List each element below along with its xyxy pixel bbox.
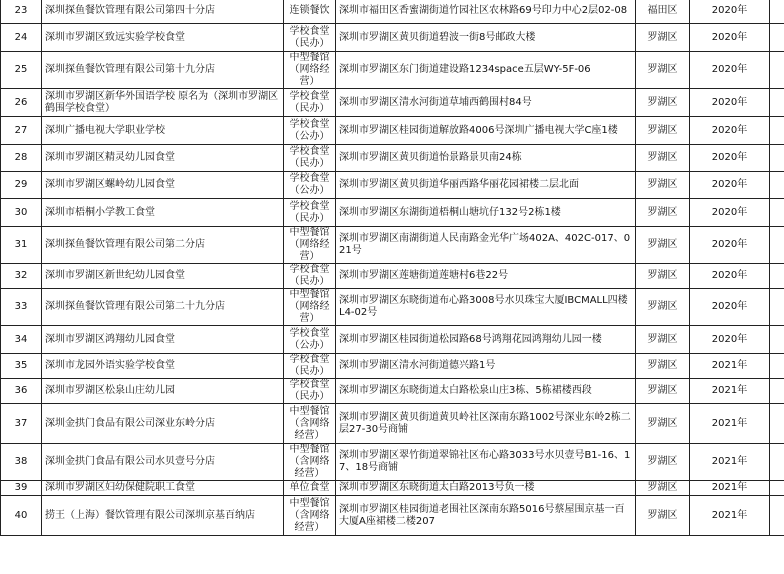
trailing-cell xyxy=(770,354,784,379)
row-number-cell: 37 xyxy=(1,404,42,444)
district-cell: 罗湖区 xyxy=(636,289,690,326)
year-cell: 2021年 xyxy=(690,496,770,536)
address-cell: 深圳市罗湖区黄贝街道怡景路景贝南24栋 xyxy=(336,145,636,172)
trailing-cell xyxy=(770,404,784,444)
district-cell: 罗湖区 xyxy=(636,354,690,379)
table-row xyxy=(1,199,784,227)
district-cell: 罗湖区 xyxy=(636,444,690,481)
address-cell: 深圳市罗湖区东晓街道布心路3008号水贝珠宝大厦IBCMALL四楼L4-02号 xyxy=(336,289,636,326)
trailing-cell xyxy=(770,227,784,264)
table-row xyxy=(1,404,784,444)
unit-name-cell: 深圳金拱门食品有限公司水贝壹号分店 xyxy=(42,444,284,481)
unit-name-cell: 深圳市罗湖区新华外国语学校 原名为（深圳市罗湖区鹤围学校食堂） xyxy=(42,89,284,117)
canteen-type-cell: 中型餐馆（含网络经营） xyxy=(284,444,336,481)
trailing-cell xyxy=(770,496,784,536)
address-cell: 深圳市罗湖区清水河街道德兴路1号 xyxy=(336,354,636,379)
row-number-cell: 30 xyxy=(1,199,42,227)
trailing-cell xyxy=(770,172,784,199)
trailing-cell xyxy=(770,481,784,496)
canteen-type-cell: 学校食堂（公办） xyxy=(284,326,336,354)
unit-name-cell: 深圳市罗湖区致远实验学校食堂 xyxy=(42,24,284,52)
table-row xyxy=(1,89,784,117)
canteen-type-cell: 连锁餐饮 xyxy=(284,0,336,24)
address-cell: 深圳市福田区香蜜湖街道竹园社区农林路69号印力中心2层02-08 xyxy=(336,0,636,24)
row-number-cell: 39 xyxy=(1,481,42,496)
district-cell: 罗湖区 xyxy=(636,264,690,289)
canteen-type-cell: 中型餐馆（网络经营） xyxy=(284,52,336,89)
trailing-cell xyxy=(770,379,784,404)
year-cell: 2021年 xyxy=(690,444,770,481)
district-cell: 罗湖区 xyxy=(636,52,690,89)
address-cell: 深圳市罗湖区南湖街道人民南路金光华广场402A、402C-017、021号 xyxy=(336,227,636,264)
canteen-type-cell: 中型餐馆（含网络经营） xyxy=(284,496,336,536)
district-cell: 福田区 xyxy=(636,0,690,24)
canteen-type-cell: 学校食堂（公办） xyxy=(284,172,336,199)
year-cell: 2020年 xyxy=(690,172,770,199)
district-cell: 罗湖区 xyxy=(636,496,690,536)
row-number-cell: 28 xyxy=(1,145,42,172)
year-cell: 2020年 xyxy=(690,289,770,326)
unit-name-cell: 深圳探鱼餐饮管理有限公司第二十九分店 xyxy=(42,289,284,326)
table-row xyxy=(1,0,784,24)
trailing-cell xyxy=(770,199,784,227)
trailing-cell xyxy=(770,89,784,117)
canteen-type-cell: 学校食堂（民办） xyxy=(284,24,336,52)
unit-name-cell: 深圳探鱼餐饮管理有限公司第四十分店 xyxy=(42,0,284,24)
unit-name-cell: 深圳市罗湖区精灵幼儿园食堂 xyxy=(42,145,284,172)
unit-name-cell: 深圳市罗湖区妇幼保健院职工食堂 xyxy=(42,481,284,496)
year-cell: 2020年 xyxy=(690,326,770,354)
trailing-cell xyxy=(770,52,784,89)
row-number-cell: 40 xyxy=(1,496,42,536)
unit-name-cell: 深圳市罗湖区松泉山庄幼儿园 xyxy=(42,379,284,404)
canteen-type-cell: 学校食堂（民办） xyxy=(284,264,336,289)
address-cell: 深圳市罗湖区东晓街道太白路2013号负一楼 xyxy=(336,481,636,496)
row-number-cell: 31 xyxy=(1,227,42,264)
canteen-type-cell: 学校食堂（公办） xyxy=(284,117,336,145)
district-cell: 罗湖区 xyxy=(636,145,690,172)
table-row xyxy=(1,444,784,481)
canteen-type-cell: 中型餐馆（网络经营） xyxy=(284,289,336,326)
year-cell: 2020年 xyxy=(690,52,770,89)
year-cell: 2021年 xyxy=(690,481,770,496)
canteen-type-cell: 学校食堂（民办） xyxy=(284,145,336,172)
address-cell: 深圳市罗湖区黄贝街道碧波一街8号邮政大楼 xyxy=(336,24,636,52)
district-cell: 罗湖区 xyxy=(636,379,690,404)
canteen-type-cell: 单位食堂 xyxy=(284,481,336,496)
district-cell: 罗湖区 xyxy=(636,326,690,354)
address-cell: 深圳市罗湖区桂园街道松园路68号鸿翔花园鸿翔幼儿园一楼 xyxy=(336,326,636,354)
year-cell: 2020年 xyxy=(690,264,770,289)
year-cell: 2020年 xyxy=(690,117,770,145)
row-number-cell: 36 xyxy=(1,379,42,404)
address-cell: 深圳市罗湖区清水河街道草埔西鹤围村84号 xyxy=(336,89,636,117)
address-cell: 深圳市罗湖区黄贝街道黄贝岭社区深南东路1002号深业东岭2栋二层27-30号商铺 xyxy=(336,404,636,444)
unit-name-cell: 深圳市梧桐小学教工食堂 xyxy=(42,199,284,227)
row-number-cell: 34 xyxy=(1,326,42,354)
table-row xyxy=(1,354,784,379)
district-cell: 罗湖区 xyxy=(636,199,690,227)
district-cell: 罗湖区 xyxy=(636,24,690,52)
trailing-cell xyxy=(770,117,784,145)
unit-name-cell: 深圳金拱门食品有限公司深业东岭分店 xyxy=(42,404,284,444)
canteen-type-cell: 学校食堂（民办） xyxy=(284,354,336,379)
unit-name-cell: 深圳市罗湖区螺岭幼儿园食堂 xyxy=(42,172,284,199)
year-cell: 2021年 xyxy=(690,354,770,379)
table-row xyxy=(1,24,784,52)
year-cell: 2020年 xyxy=(690,145,770,172)
district-cell: 罗湖区 xyxy=(636,481,690,496)
canteen-type-cell: 中型餐馆（含网络经营） xyxy=(284,404,336,444)
table-body xyxy=(1,0,784,536)
canteen-type-cell: 学校食堂（民办） xyxy=(284,379,336,404)
address-cell: 深圳市罗湖区黄贝街道华丽西路华丽花园裙楼二层北面 xyxy=(336,172,636,199)
address-cell: 深圳市罗湖区桂园街道老围社区深南东路5016号蔡屋围京基一百大厦A座裙楼二楼207 xyxy=(336,496,636,536)
table-row xyxy=(1,496,784,536)
canteen-type-cell: 学校食堂（民办） xyxy=(284,89,336,117)
unit-name-cell: 深圳探鱼餐饮管理有限公司第十九分店 xyxy=(42,52,284,89)
address-cell: 深圳市罗湖区东晓街道太白路松泉山庄3栋、5栋裙楼西段 xyxy=(336,379,636,404)
row-number-cell: 29 xyxy=(1,172,42,199)
row-number-cell: 24 xyxy=(1,24,42,52)
address-cell: 深圳市罗湖区莲塘街道莲塘村6巷22号 xyxy=(336,264,636,289)
year-cell: 2021年 xyxy=(690,404,770,444)
year-cell: 2020年 xyxy=(690,199,770,227)
table-row xyxy=(1,326,784,354)
address-cell: 深圳市罗湖区东湖街道梧桐山塘坑仔132号2栋1楼 xyxy=(336,199,636,227)
district-cell: 罗湖区 xyxy=(636,227,690,264)
unit-name-cell: 深圳市龙园外语实验学校食堂 xyxy=(42,354,284,379)
district-cell: 罗湖区 xyxy=(636,404,690,444)
trailing-cell xyxy=(770,24,784,52)
year-cell: 2020年 xyxy=(690,89,770,117)
row-number-cell: 33 xyxy=(1,289,42,326)
table-row xyxy=(1,481,784,496)
unit-name-cell: 深圳广播电视大学职业学校 xyxy=(42,117,284,145)
table-row xyxy=(1,379,784,404)
year-cell: 2020年 xyxy=(690,0,770,24)
row-number-cell: 23 xyxy=(1,0,42,24)
trailing-cell xyxy=(770,0,784,24)
row-number-cell: 32 xyxy=(1,264,42,289)
row-number-cell: 38 xyxy=(1,444,42,481)
table-row xyxy=(1,117,784,145)
table-row xyxy=(1,227,784,264)
unit-name-cell: 深圳探鱼餐饮管理有限公司第二分店 xyxy=(42,227,284,264)
address-cell: 深圳市罗湖区桂园街道解放路4006号深圳广播电视大学C座1楼 xyxy=(336,117,636,145)
trailing-cell xyxy=(770,145,784,172)
trailing-cell xyxy=(770,326,784,354)
table-row xyxy=(1,52,784,89)
trailing-cell xyxy=(770,264,784,289)
address-cell: 深圳市罗湖区翠竹街道翠锦社区布心路3033号水贝壹号B1-16、17、18号商铺 xyxy=(336,444,636,481)
year-cell: 2020年 xyxy=(690,227,770,264)
district-cell: 罗湖区 xyxy=(636,172,690,199)
row-number-cell: 27 xyxy=(1,117,42,145)
table-row xyxy=(1,172,784,199)
table-row xyxy=(1,289,784,326)
district-cell: 罗湖区 xyxy=(636,117,690,145)
year-cell: 2020年 xyxy=(690,24,770,52)
canteen-type-cell: 中型餐馆（网络经营） xyxy=(284,227,336,264)
district-cell: 罗湖区 xyxy=(636,89,690,117)
address-cell: 深圳市罗湖区东门街道建设路1234space五层WY-5F-06 xyxy=(336,52,636,89)
year-cell: 2021年 xyxy=(690,379,770,404)
row-number-cell: 26 xyxy=(1,89,42,117)
table-row xyxy=(1,264,784,289)
unit-name-cell: 深圳市罗湖区新世纪幼儿园食堂 xyxy=(42,264,284,289)
canteen-type-cell: 学校食堂（民办） xyxy=(284,199,336,227)
row-number-cell: 35 xyxy=(1,354,42,379)
row-number-cell: 25 xyxy=(1,52,42,89)
unit-name-cell: 捞王（上海）餐饮管理有限公司深圳京基百纳店 xyxy=(42,496,284,536)
trailing-cell xyxy=(770,444,784,481)
trailing-cell xyxy=(770,289,784,326)
unit-name-cell: 深圳市罗湖区鸿翔幼儿园食堂 xyxy=(42,326,284,354)
table-row xyxy=(1,145,784,172)
